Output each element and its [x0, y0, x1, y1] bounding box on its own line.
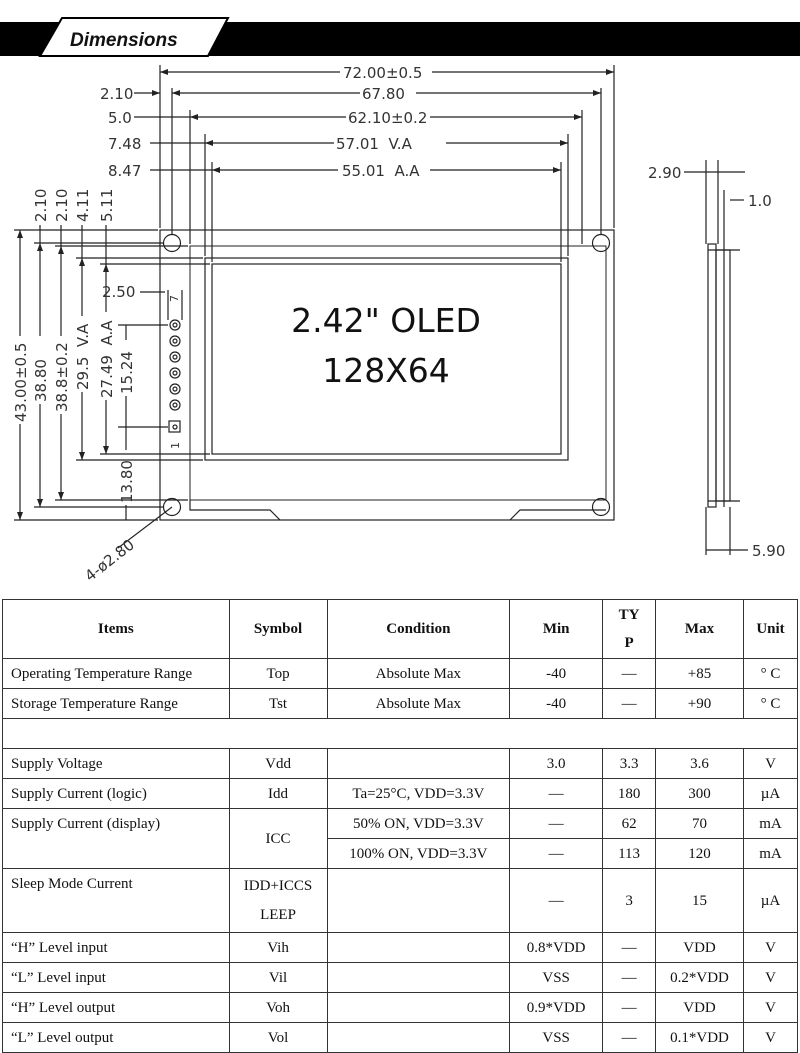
- spec-table: [2, 599, 798, 1053]
- side-glass: [716, 250, 730, 501]
- cell-unit: V: [743, 993, 797, 1023]
- cell-item: “L” Level input: [3, 963, 230, 993]
- table-row: [3, 659, 798, 689]
- cell-symbol: Vil: [229, 963, 327, 993]
- cell-typ: —: [603, 933, 656, 963]
- pin-hole: [173, 387, 177, 391]
- cell-typ: —: [603, 659, 656, 689]
- table-row: [3, 933, 798, 963]
- header-max: Max: [656, 600, 744, 659]
- cell-condition: Ta=25°C, VDD=3.3V: [327, 779, 510, 809]
- table-row: [3, 779, 798, 809]
- cell-min: VSS: [510, 963, 603, 993]
- pin-pad: [170, 368, 180, 378]
- pin-hole: [173, 323, 177, 327]
- cell-max: 0.2*VDD: [656, 963, 744, 993]
- cell-max: 0.1*VDD: [656, 1023, 744, 1053]
- header-title: Dimensions: [70, 30, 178, 51]
- cell-unit: mA: [743, 839, 797, 869]
- cell-symbol: Vol: [229, 1023, 327, 1053]
- cell-symbol-line-2: LEEP: [260, 906, 296, 923]
- cell-item: Operating Temperature Range: [3, 659, 230, 689]
- cell-min: —: [510, 809, 603, 839]
- cell-typ: 3.3: [603, 749, 656, 779]
- header-typ: [603, 600, 656, 659]
- cell-symbol: ICC: [229, 809, 327, 869]
- dim-side-glass: 1.0: [748, 192, 772, 210]
- header-items: Items: [3, 600, 230, 659]
- pin-pad: [170, 336, 180, 346]
- cell-condition: [327, 963, 510, 993]
- table-row: [3, 809, 798, 839]
- table-spacer-row: [3, 719, 798, 749]
- dim-va-width: 57.01 V.A: [336, 135, 412, 153]
- cell-condition: Absolute Max: [327, 659, 510, 689]
- cell-condition: 50% ON, VDD=3.3V: [327, 809, 510, 839]
- dim-va-height: 29.5 V.A: [74, 323, 92, 390]
- dim-side-total: 2.90: [648, 164, 682, 182]
- side-pcb: [708, 244, 716, 507]
- cell-min: -40: [510, 689, 603, 719]
- cell-symbol: Voh: [229, 993, 327, 1023]
- table-row: [3, 749, 798, 779]
- panel-bottom-edge: [190, 500, 606, 520]
- cell-min: VSS: [510, 1023, 603, 1053]
- cell-min: -40: [510, 659, 603, 689]
- dim-glass-offset-y: 2.10: [53, 188, 71, 222]
- cell-symbol: Idd: [229, 779, 327, 809]
- pin-hole: [173, 355, 177, 359]
- cell-min: 0.9*VDD: [510, 993, 603, 1023]
- cell-unit: µA: [743, 779, 797, 809]
- dim-aa-height: 27.49 A.A: [98, 320, 116, 398]
- mounting-hole: [164, 235, 181, 252]
- cell-max: 300: [656, 779, 744, 809]
- cell-typ: 113: [603, 839, 656, 869]
- cell-condition: [327, 993, 510, 1023]
- pin-pad: [170, 320, 180, 330]
- cell-max: 120: [656, 839, 744, 869]
- cell-min: 0.8*VDD: [510, 933, 603, 963]
- pin-hole: [173, 425, 177, 429]
- table-row: [3, 689, 798, 719]
- dim-hole-diameter: 4-ø2.80: [81, 535, 138, 586]
- dim-glass-width: 62.10±0.2: [348, 109, 428, 127]
- display-line-1: 2.42" OLED: [291, 301, 481, 340]
- cell-typ: —: [603, 1023, 656, 1053]
- spacer-cell: [3, 719, 798, 749]
- dim-va-offset-y: 4.11: [74, 188, 92, 222]
- cell-max: +85: [656, 659, 744, 689]
- table-row: [3, 869, 798, 933]
- cell-unit: V: [743, 749, 797, 779]
- table-header-row: [3, 600, 798, 659]
- pin-pad: [170, 384, 180, 394]
- dim-aa-width: 55.01 A.A: [342, 162, 420, 180]
- cell-unit: ° C: [743, 659, 797, 689]
- cell-unit: V: [743, 933, 797, 963]
- cell-unit: µA: [743, 869, 797, 933]
- pin-hole: [173, 403, 177, 407]
- cell-max: 15: [656, 869, 744, 933]
- pin-number-last: 1: [169, 442, 182, 449]
- table-row: [3, 1023, 798, 1053]
- display-line-2: 128X64: [322, 351, 450, 390]
- dim-pin-pitch: 2.50: [102, 283, 136, 301]
- table-row: [3, 993, 798, 1023]
- cell-condition: [327, 869, 510, 933]
- cell-condition: Absolute Max: [327, 689, 510, 719]
- header-min: Min: [510, 600, 603, 659]
- mounting-hole: [593, 499, 610, 516]
- dim-hole-offset-y: 2.10: [32, 188, 50, 222]
- cell-typ: 3: [603, 869, 656, 933]
- header-condition: Condition: [327, 600, 510, 659]
- cell-max: VDD: [656, 933, 744, 963]
- dim-pin-span: 15.24: [118, 351, 136, 394]
- cell-symbol: Top: [229, 659, 327, 689]
- pin-number-first: 7: [168, 295, 181, 302]
- pin-pad: [170, 352, 180, 362]
- cell-unit: V: [743, 1023, 797, 1053]
- header-typ-line-1: TY: [618, 606, 640, 623]
- cell-condition: 100% ON, VDD=3.3V: [327, 839, 510, 869]
- cell-item: Supply Voltage: [3, 749, 230, 779]
- cell-symbol: Vdd: [229, 749, 327, 779]
- dim-hole-offset-x: 2.10: [100, 85, 134, 103]
- cell-symbol: Tst: [229, 689, 327, 719]
- cell-max: +90: [656, 689, 744, 719]
- dim-overall-width: 72.00±0.5: [343, 64, 423, 82]
- dim-pin-bottom: 13.80: [118, 460, 136, 503]
- cell-max: 3.6: [656, 749, 744, 779]
- header-typ-line-2: P: [624, 635, 634, 651]
- dim-hole-pitch-y: 38.80: [32, 359, 50, 402]
- cell-min: —: [510, 869, 603, 933]
- header-unit: Unit: [743, 600, 797, 659]
- cell-typ: —: [603, 689, 656, 719]
- cell-typ: —: [603, 963, 656, 993]
- dim-glass-offset-x: 5.0: [108, 109, 132, 127]
- cell-max: VDD: [656, 993, 744, 1023]
- cell-symbol: Vih: [229, 933, 327, 963]
- dim-side-thickness: 5.90: [752, 542, 786, 560]
- cell-unit: ° C: [743, 689, 797, 719]
- cell-min: 3.0: [510, 749, 603, 779]
- dim-overall-height: 43.00±0.5: [12, 342, 30, 422]
- cell-condition: [327, 749, 510, 779]
- cell-symbol: [229, 869, 327, 933]
- cell-condition: [327, 1023, 510, 1053]
- cell-item: Storage Temperature Range: [3, 689, 230, 719]
- cell-symbol-line-1: IDD+ICCS: [243, 878, 313, 894]
- cell-item: Supply Current (logic): [3, 779, 230, 809]
- cell-typ: —: [603, 993, 656, 1023]
- cell-typ: 180: [603, 779, 656, 809]
- dim-va-offset-x: 7.48: [108, 135, 142, 153]
- table-row: [3, 963, 798, 993]
- dim-aa-offset-y: 5.11: [98, 188, 116, 222]
- pin-hole: [173, 371, 177, 375]
- cell-min: —: [510, 839, 603, 869]
- dim-glass-height: 38.8±0.2: [53, 342, 71, 412]
- mounting-hole: [593, 235, 610, 252]
- cell-item: “L” Level output: [3, 1023, 230, 1053]
- pin-pad-square: [169, 421, 180, 432]
- cell-min: —: [510, 779, 603, 809]
- cell-item: “H” Level output: [3, 993, 230, 1023]
- cell-item: Sleep Mode Current: [3, 869, 230, 933]
- cell-item: “H” Level input: [3, 933, 230, 963]
- pin-hole: [173, 339, 177, 343]
- cell-unit: mA: [743, 809, 797, 839]
- cell-condition: [327, 933, 510, 963]
- header-symbol: Symbol: [229, 600, 327, 659]
- cell-typ: 62: [603, 809, 656, 839]
- cell-item: Supply Current (display): [3, 809, 230, 869]
- dim-hole-pitch-x: 67.80: [362, 85, 405, 103]
- pin-pad: [170, 400, 180, 410]
- dim-aa-offset-x: 8.47: [108, 162, 142, 180]
- cell-max: 70: [656, 809, 744, 839]
- cell-unit: V: [743, 963, 797, 993]
